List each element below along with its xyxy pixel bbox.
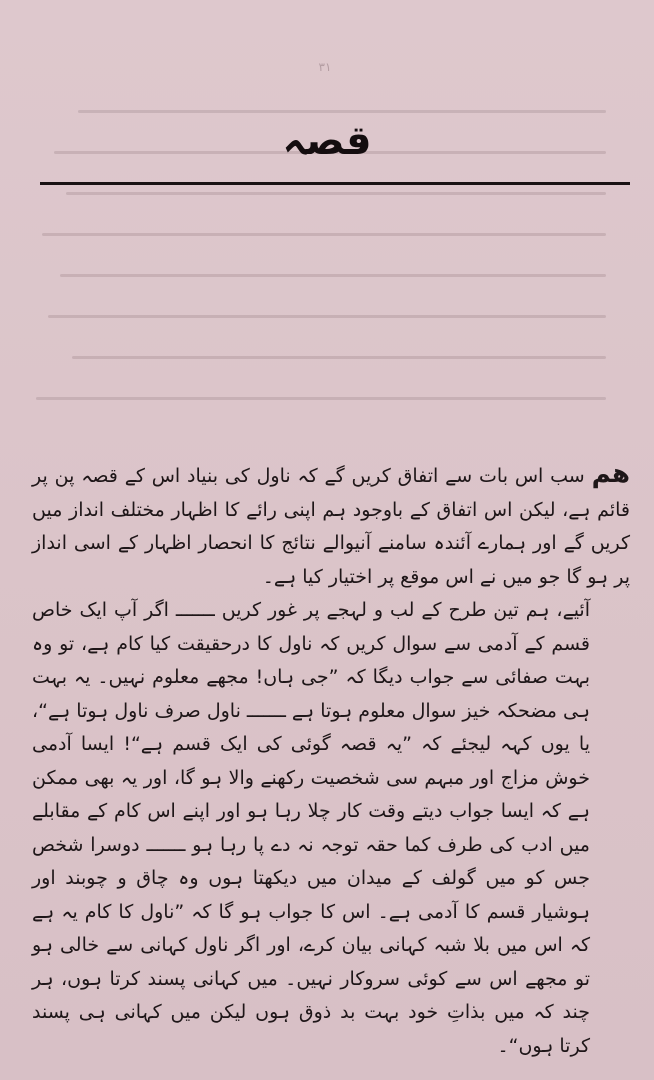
title-rule	[40, 182, 630, 185]
paragraph-1	[32, 458, 630, 594]
paragraph-text: سب اس بات سے اتفاق کریں گے کہ ناول کی بنیاد اس کے قصہ پن پر قائم ہے، لیکن اس اتفاق کے باوجود ہم اپنی رائے کا اظہار مختلف انداز میں کریں گے اور ہمارے آئندہ سامنے آنیوالے نتائج کا انحصار اظہار کے اسی انداز پر ہو گا جو میں نے اس موقع پر اختیار کیا ہے۔	[32, 465, 630, 588]
chapter-title: قصہ	[282, 118, 372, 164]
faded-page-mark: ٣١	[318, 60, 332, 74]
body-text	[32, 458, 630, 1063]
paragraph-dropcap: ھم	[591, 459, 630, 489]
paragraph-2	[32, 594, 630, 1063]
paragraph-text: آئیے، ہم تین طرح کے لب و لہجے پر غور کریں ـــــــ اگر آپ ایک خاص قسم کے آدمی سے سوال کریں کہ ناول کا درحقیقت کیا کام ہے، تو وہ بہت صفائی سے جواب دیگا کہ ”جی ہاں! مجھے معلوم نہیں۔ یہ بہت ہی مضحکہ خیز سوال معلوم ہوتا ہے ـــــــ ناول صرف ناول ہوتا ہے“، یا یوں کہہ لیجئے کہ ”یہ قصہ گوئی کی ایک قسم ہے“! ایسا آدمی خوش مزاج اور مبہم سی شخصیت رکھنے والا ہو گا، اور یہ بھی ممکن ہے کہ ایسا جواب دیتے وقت کار چلا رہا ہو اور اپنے اس کام کے مقابلے میں ادب کی طرف کما حقہ توجہ نہ دے پا رہا ہو ـــــــ دوسرا شخص جس کو میں گولف کے میدان میں دیکھتا ہوں وہ چاق و چوبند اور ہوشیار قسم کا آدمی ہے۔ اس کا جواب ہو گا کہ ”ناول کا کام یہ ہے کہ اس میں بلا شبہ کہانی بیان کرے، اور اگر ناول کہانی سے خالی ہو تو مجھے اس سے کوئی سروکار نہیں۔ میں کہانی پسند کرتا ہوں، ہر چند کہ میں بذاتِ خود بہت بد ذوق ہوں لیکن میں کہانی ہی پسند کرتا ہوں“۔	[32, 599, 590, 1057]
